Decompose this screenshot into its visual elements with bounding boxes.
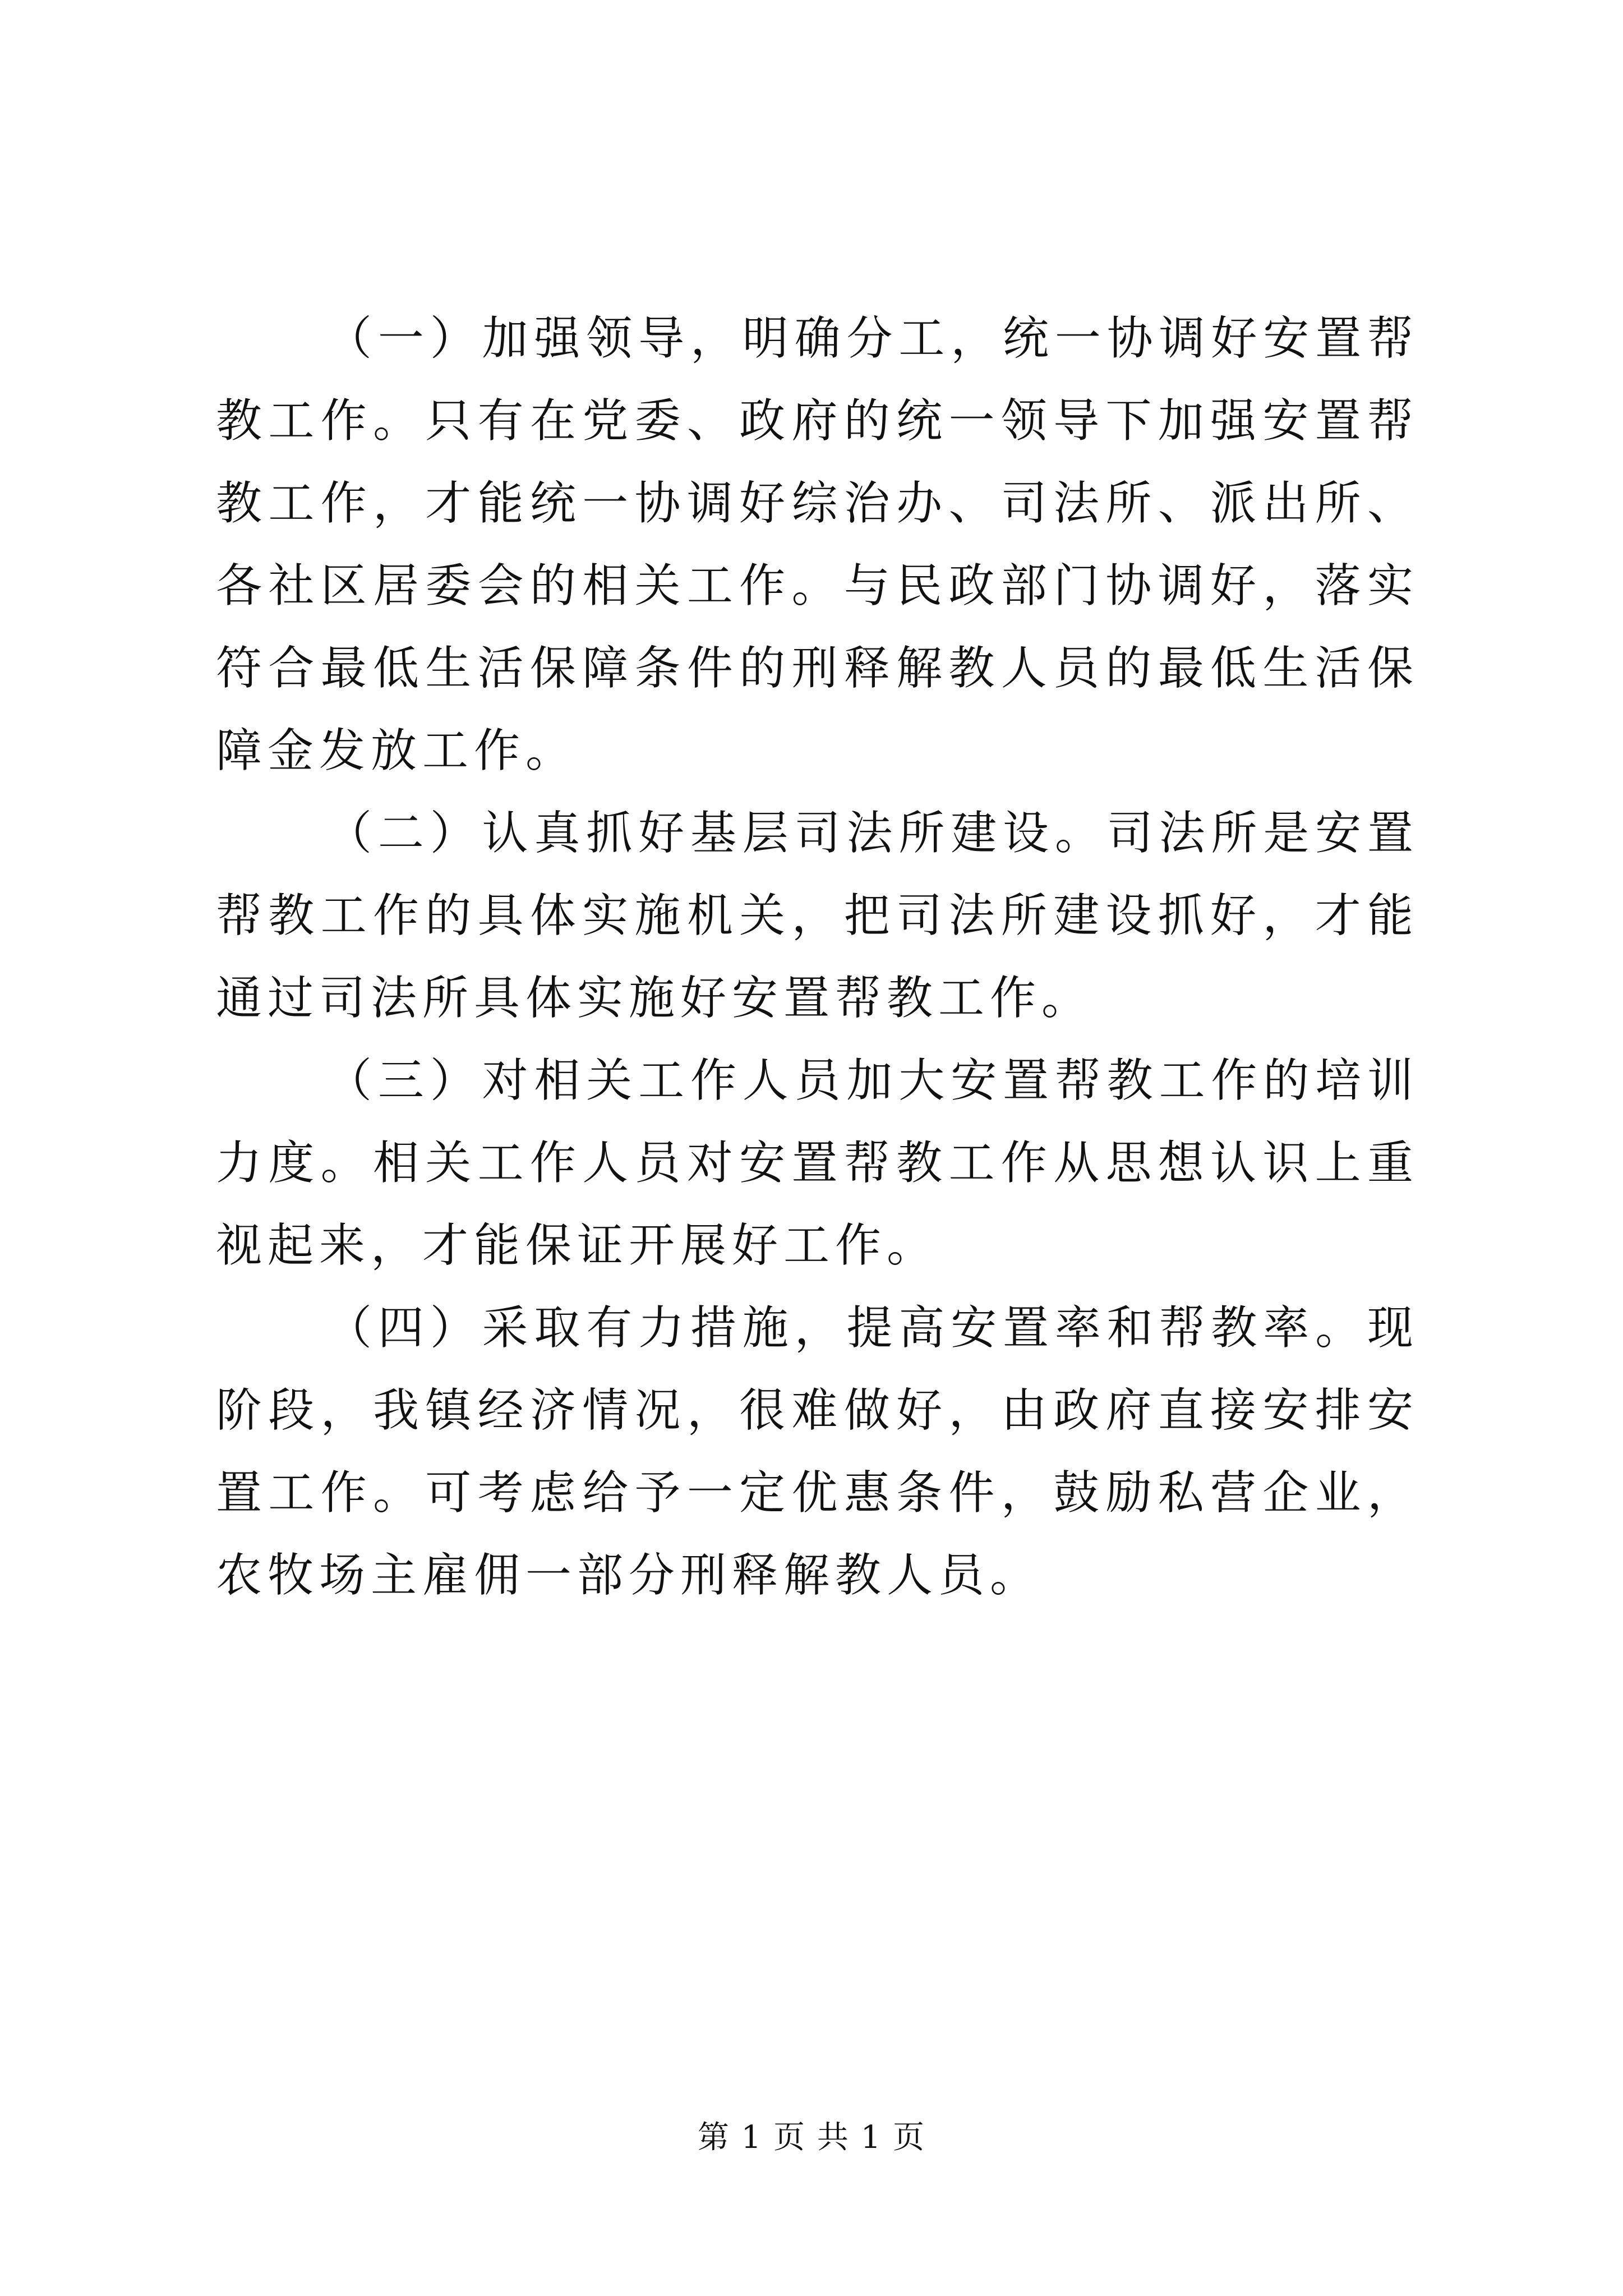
paragraph-2: （二）认真抓好基层司法所建设。司法所是安置帮教工作的具体实施机关，把司法所建设抓好，才能通过司法所具体实施好安置帮教工作。 (216, 807, 1419, 1025)
document-body (216, 297, 1419, 1617)
page-footer (0, 2118, 1623, 2157)
page-number-label: 第 1 页 共 1 页 (697, 2119, 926, 2156)
paragraph-3: （三）对相关工作人员加大安置帮教工作的培训力度。相关工作人员对安置帮教工作从思想认识上重视起来，才能保证开展好工作。 (216, 1054, 1419, 1272)
paragraph-1: （一）加强领导，明确分工，统一协调好安置帮教工作。只有在党委、政府的统一领导下加强安置帮教工作，才能统一协调好综治办、司法所、派出所、各社区居委会的相关工作。与民政部门协调好，落实符合最低生活保障条件的刑释解教人员的最低生活保障金发放工作。 (216, 312, 1419, 777)
paragraph-4: （四）采取有力措施，提高安置率和帮教率。现阶段，我镇经济情况，很难做好，由政府直接安排安置工作。可考虑给予一定优惠条件，鼓励私营企业，农牧场主雇佣一部分刑释解教人员。 (216, 1301, 1419, 1602)
